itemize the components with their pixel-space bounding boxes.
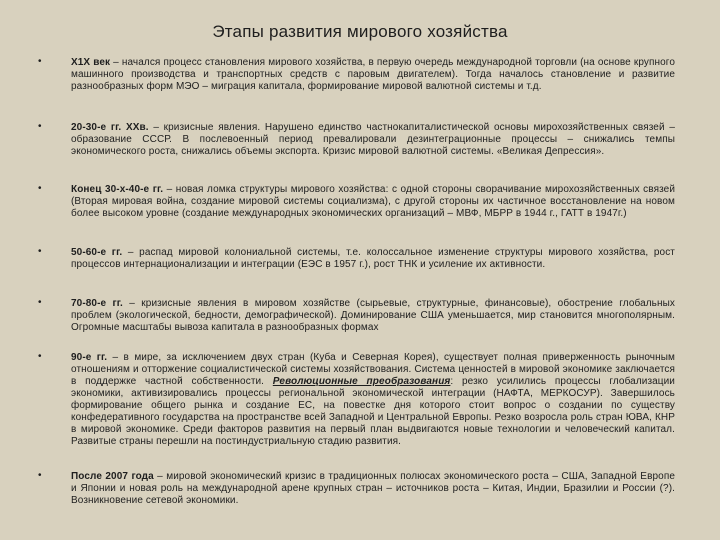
bullet-icon: • <box>38 56 42 67</box>
slide-title: Этапы развития мирового хозяйства <box>212 22 508 41</box>
item-lead: 90-е гг. <box>71 352 108 363</box>
item-body: – начался процесс становления мирового хозяйства, в первую очередь международной торговли (на основе крупного машинного производства и транспортных средств с паровым двигателем). Тогда началось становление и развитие разнообразных форм МЭО – миграция капитала, формирование мировой валютной системы и т.д. <box>71 57 675 92</box>
bullet-icon: • <box>38 183 42 194</box>
item-text <box>71 352 675 448</box>
bullet-icon: • <box>38 246 42 257</box>
item-lead: Х1Х век <box>71 57 111 68</box>
bullet-icon: • <box>38 351 42 362</box>
bullet-icon: • <box>38 297 42 308</box>
item-body-continued: : резко усилились процессы глобализации экономики, активизировались процессы региональной экономической интеграции (НАФТА, МЕРКОСУР). Завершилось формирование общего рынка и создание ЕС, на повестке дня которого стоит вопрос о создании по существу конфедеративного государства на пространстве всей Западной и Центральной Европы. Резко возросла роль стран ЮВА, КНР в мировой экономике. Среди факторов развития на первый план выдвигаются новые технологии и человеческий капитал. Развитые страны перешли на постиндустриальную стадию развития. <box>71 376 675 447</box>
item-lead: После 2007 года <box>71 471 154 482</box>
item-emphasis: Революционные преобразования <box>272 376 451 387</box>
item-body: – кризисные явления в мировом хозяйстве (сырьевые, структурные, финансовые), обострение глобальных проблем (экологической, бедности, демографической). Доминирование США уменьшается, мир становится многополярным. Огромные масштабы вывоза капитала в разнообразных формах <box>71 298 675 333</box>
bullet-icon: • <box>38 470 42 481</box>
item-body: – распад мировой колониальной системы, т.е. колоссальное изменение структуры мирового хозяйства, рост процессов интернационализации и интеграции (ЕЭС в 1957 г.), рост ТНК и усиление их активности. <box>71 247 675 270</box>
item-text <box>71 184 675 220</box>
bullet-icon: • <box>38 121 42 132</box>
item-body: – в мире, за исключением двух стран (Куба и Северная Корея), существует полная приверженность рыночным отношениям и отторжение социалистической системы хозяйствования. Система ценностей в мировой экономике заключается в поддержке частной собственности. <box>71 352 675 387</box>
item-lead: 20-30-е гг. ХХв. <box>71 122 149 133</box>
item-lead: 50-60-е гг. <box>71 247 123 258</box>
item-body: – новая ломка структуры мирового хозяйства: с одной стороны сворачивание мирохозяйственных связей (Вторая мировая война, создание мировой системы социализма), с другой стороны их частичное восстановление на новом более высоком уровне (создание международных экономических организаций – МВФ, МБРР в 1944 г., ГАТТ в 1947г.) <box>71 184 676 219</box>
item-body: – кризисные явления. Нарушено единство частнокапиталистической основы мирохозяйственных связей – образование СССР. В послевоенный период превалировали дезинтеграционные процессы – снижались темпы экономического роста, снижались объемы экспорта. Кризис мировой валютной системы. «Великая Депрессия». <box>71 122 675 157</box>
item-body: – мировой экономический кризис в традиционных полюсах экономического роста – США, Западной Европе и Японии и новая роль на международной арене крупных стран – источников роста – Китая, Индии, Бразилии и России (?). Возникновение сетевой экономики. <box>71 471 675 506</box>
item-lead: 70-80-е гг. <box>71 298 123 309</box>
item-text <box>71 247 675 271</box>
item-text <box>71 122 675 158</box>
item-lead: Конец 30-х-40-е гг. <box>71 184 164 195</box>
item-text <box>71 57 675 93</box>
item-text <box>71 471 675 507</box>
item-text <box>71 298 675 334</box>
